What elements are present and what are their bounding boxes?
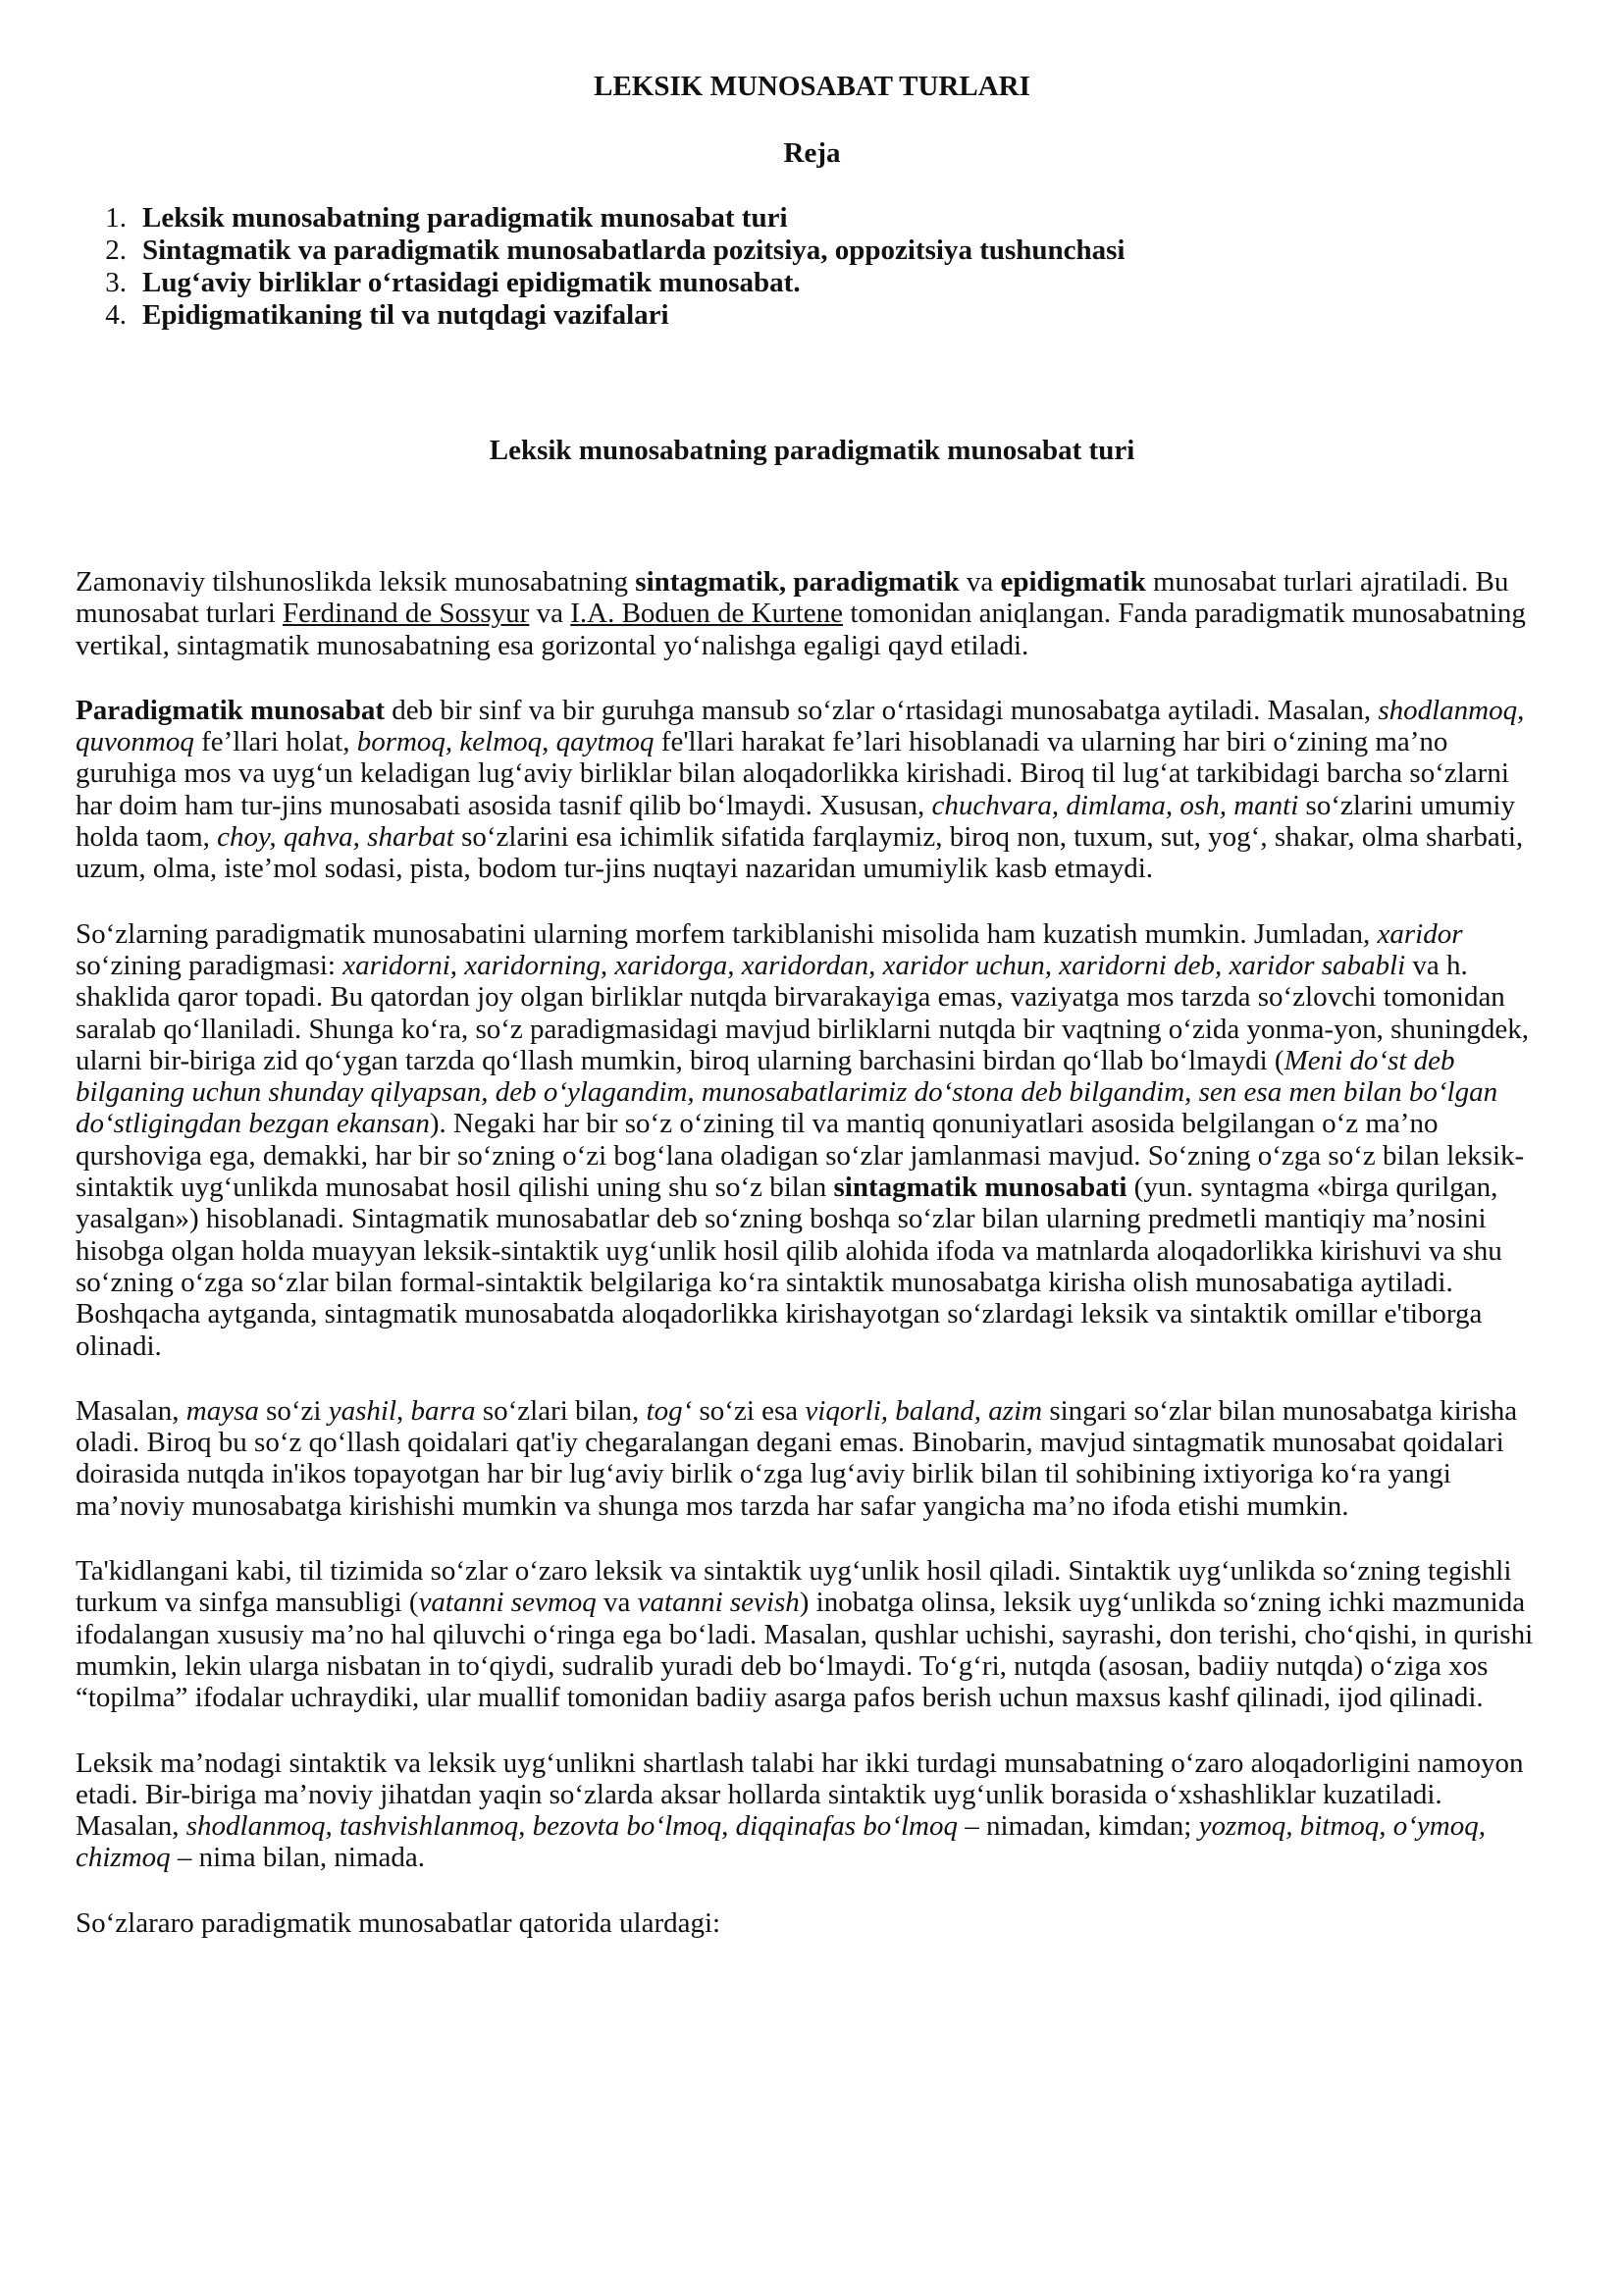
text-run: Ta'kidlangani kabi, til tizimida so‘zlar o‘zaro leksik va sintaktik uyg‘unlik hosil qiladi. Sintaktik uyg‘unlikda so‘zning tegishli turkum va sinfga mansubligi ( [76, 1555, 1512, 1619]
plan-list [89, 202, 1512, 332]
text-run: Leksik ma’nodagi sintaktik va leksik uyg‘unlikni shartlash talabi har ikki turdagi munsabatning o‘zaro aloqadorligini namoyon etadi. Bir-biriga ma’noviy jihatdan yaqin so‘zlarda aksar hollarda sintaktik uyg‘unlik borasida o‘xshashliklar kuzatiladi. Masalan, [76, 1747, 1524, 1843]
text-run: deb bir sinf va bir guruhga mansub so‘zlar o‘rtasidagi munosabatga aytiladi. Masalan, [385, 694, 1379, 726]
text-run: ). Negaki har bir so‘z o‘zining til va mantiq qonuniyatlari asosida belgilangan o‘z ma’no qurshoviga ega, demakki, har bir so‘zning o‘zi bog‘lana oladigan so‘zlar jamlanmasi mavjud. So‘zning o‘zga so‘z bilan leksik-sintaktik uyg‘unlikda munosabat hosil qilishi uning shu so‘z bilan [76, 1108, 1525, 1204]
italic-example: xaridor [1377, 917, 1463, 950]
text-run: Zamonaviy tilshunoslikda leksik munosabatning [76, 566, 636, 598]
plan-item [89, 235, 1512, 267]
paragraph-morpheme [76, 918, 1552, 1362]
text-run: so‘zining paradigmasi: [76, 949, 343, 981]
text-run: tomonidan aniqlangan. Fanda paradigmatik munosabatning vertikal, sintagmatik munosabatning esa gorizontal yo‘nalishga egaligi qayd etiladi. [76, 598, 1526, 661]
plan-item-number: 1. [105, 202, 127, 234]
text-run: (yun. syntagma «birga qurilgan, yasalgan») hisoblanadi. Sintagmatik munosabatlar deb so‘zning boshqa so‘zlar bilan ularning predmetli mantiqiy ma’nosini hisobga olgan holda muayyan leksik-sintaktik uyg‘unlik hosil qilib alohida ifoda va matnlarda aloqadorlikka kirishuvi va shu so‘zning o‘zga so‘zlar bilan formal-sintaktik belgilariga ko‘ra sintaktik munosabatga kirisha olish munosabatiga aytiladi. Boshqacha aytganda, sintagmatik munosabatda aloqadorlikka kirishayotgan so‘zlardagi leksik va sintaktik omillar e'tiborga olinadi. [76, 1172, 1502, 1362]
plan-item-text: Sintagmatik va paradigmatik munosabatlarda pozitsiya, oppozitsiya tushunchasi [142, 235, 1126, 266]
plan-item [89, 202, 1512, 235]
paragraph-paradigmatic [76, 695, 1552, 885]
paragraph-example [76, 1395, 1552, 1522]
italic-example: xaridorni, xaridorning, xaridorga, xaridordan, xaridor uchun, xaridorni deb, xaridor sababli [342, 949, 1406, 981]
plan-item-text: Leksik munosabatning paradigmatik munosabat turi [142, 202, 788, 234]
italic-example: maysa [185, 1394, 259, 1427]
text-run: va [959, 566, 1001, 598]
italic-example: Meni do‘st deb bilganing uchun shunday qilyapsan, deb o‘ylagandim, munosabatlarimiz do‘stona deb bilgandim, sen esa men bilan bo‘lgan do‘stligingdan bezgan ekansan [76, 1044, 1498, 1140]
paragraph-closing [76, 1907, 1552, 1939]
plan-item [89, 267, 1512, 299]
italic-example: yashil [328, 1394, 397, 1427]
paragraph-intro [76, 566, 1552, 661]
text-run: va h. shaklida qaror topadi. Bu qatordan joy olgan birliklar nutqda birvarakayiga emas, vaziyatga mos tarzda so‘zlovchi tomonidan saralab qo‘llaniladi. Shunga ko‘ra, so‘z paradigmasidagi mavjud birliklarni nutqda bir vaqtning o‘zida yonma-yon, shuningdek, ularni bir-biriga zid qo‘ygan tarzda qo‘llash mumkin, biroq ularning barchasini birdan qo‘llab bo‘lmaydi ( [76, 949, 1530, 1076]
plan-item-text: Epidigmatikaning til va nutqdagi vazifalari [142, 299, 669, 331]
text-run: singari so‘zlar bilan munosabatga kirisha oladi. Biroq bu so‘z qo‘llash qoidalari qat'iy chegaralangan degani emas. Binobarin, mavjud sintagmatik munosabat qoidalari doirasida nutqda in'ikos topayotgan har bir lug‘aviy birlik o‘zga lug‘aviy birlik bilan til sohibining ixtiyoriga ko‘ra yangi ma’noviy munosabatga kirishishi mumkin va shunga mos tarzda har safar yangicha ma’no ifoda etishi mumkin. [76, 1394, 1518, 1522]
bold-term: Paradigmatik munosabat [76, 694, 386, 726]
text-run: so‘zi esa [692, 1394, 806, 1427]
text-run: va [529, 598, 571, 630]
italic-example: choy, qahva, sharbat [217, 821, 454, 854]
text-run: so‘zi [258, 1394, 329, 1427]
text-run: So‘zlarning paradigmatik munosabatini ularning morfem tarkiblanishi misolida ham kuzatish mumkin. Jumladan, [76, 917, 1378, 950]
text-run: – nima bilan, nimada. [170, 1842, 426, 1874]
bold-term: epidigmatik [1000, 566, 1146, 598]
text-run: , [396, 1394, 411, 1427]
bold-term: sintagmatik munosabati [833, 1172, 1127, 1204]
italic-example: vatanni sevish [637, 1587, 800, 1619]
paragraph-lexical-meaning [76, 1747, 1552, 1874]
text-run: fe’llari holat, [193, 726, 357, 758]
text-run: va [596, 1587, 638, 1619]
text-run: ) inobatga olinsa, leksik uyg‘unlikda so‘zning ichki mazmunida ifodalangan xususiy ma’no hal qiluvchi o‘ringa ega bo‘ladi. Masalan, qushlar uchishi, sayrashi, don terishi, cho‘qishi, in qurishi mumkin, lekin ularga nisbatan in to‘qiydi, sudralib yuradi deb bo‘lmaydi. To‘g‘ri, nutqda (asosan, badiiy nutqda) o‘ziga xos “topilma” ifodalar uchraydiki, ular muallif tomonidan badiiy asarga pafos berish uchun maxsus kashf qilinadi, ijod qilinadi. [76, 1587, 1534, 1714]
document-title: LEKSIK MUNOSABAT TURLARI [594, 71, 1030, 102]
italic-example: barra [410, 1394, 476, 1427]
text-run: fe'llari harakat fe’lari hisoblanadi va ularning har biri o‘zining ma’no guruhiga mos va uyg‘un keladigan lug‘aviy birliklar bilan aloqadorlikka kirishadi. Biroq til lug‘at tarkibidagi barcha so‘zlarni har doim ham tur-jins munosabati asosida tasnif qilib bo‘lmaydi. Xususan, [76, 726, 1509, 821]
italic-example: yozmoq, bitmoq, o‘ymoq, chizmoq [76, 1810, 1486, 1874]
plan-item-number: 3. [105, 267, 127, 298]
text-run: So‘zlararo paradigmatik munosabatlar qatorida ulardagi: [76, 1906, 721, 1939]
text-run: so‘zlarini esa ichimlik sifatida farqlaymiz, biroq non, tuxum, sut, yog‘, shakar, olma sharbati, uzum, olma, iste’mol sodasi, pista, bodom tur-jins nuqtayi nazaridan umumiylik kasb etmaydi. [76, 821, 1524, 885]
text-run: so‘zlarini umumiy holda taom, [76, 789, 1515, 854]
italic-example: bormoq, kelmoq, qaytmoq [356, 726, 655, 758]
plan-item-number: 4. [105, 299, 127, 331]
paragraph-harmony [76, 1555, 1552, 1713]
italic-example: tog‘ [646, 1394, 693, 1427]
italic-example: vatanni sevmoq [418, 1587, 597, 1619]
italic-example: chuchvara, dimlama, osh, manti [931, 789, 1299, 821]
italic-example: shodlanmoq, quvonmoq [76, 694, 1525, 758]
plan-item-number: 2. [105, 235, 127, 266]
bold-term: sintagmatik, paradigmatik [635, 566, 960, 598]
section-heading: Leksik munosabatning paradigmatik munosabat turi [489, 435, 1135, 466]
italic-example: shodlanmoq, tashvishlanmoq, bezovta bo‘lmoq, diqqinafas bo‘lmoq [185, 1810, 958, 1843]
plan-item [89, 299, 1512, 332]
text-run: munosabat turlari ajratiladi. Bu munosabat turlari [76, 566, 1509, 630]
text-run: so‘zlari bilan, [475, 1394, 647, 1427]
text-run: Masalan, [76, 1394, 186, 1427]
link-saussure[interactable]: Ferdinand de Sossyur [283, 598, 530, 630]
link-baudouin[interactable]: I.A. Boduen de Kurtene [570, 598, 844, 630]
plan-item-text: Lug‘aviy birliklar o‘rtasidagi epidigmatik munosabat. [142, 267, 801, 298]
body-text [76, 566, 1552, 1939]
text-run: – nimadan, kimdan; [957, 1810, 1199, 1843]
plan-heading: Reja [783, 137, 841, 169]
italic-example: viqorli, baland, azim [805, 1394, 1043, 1427]
